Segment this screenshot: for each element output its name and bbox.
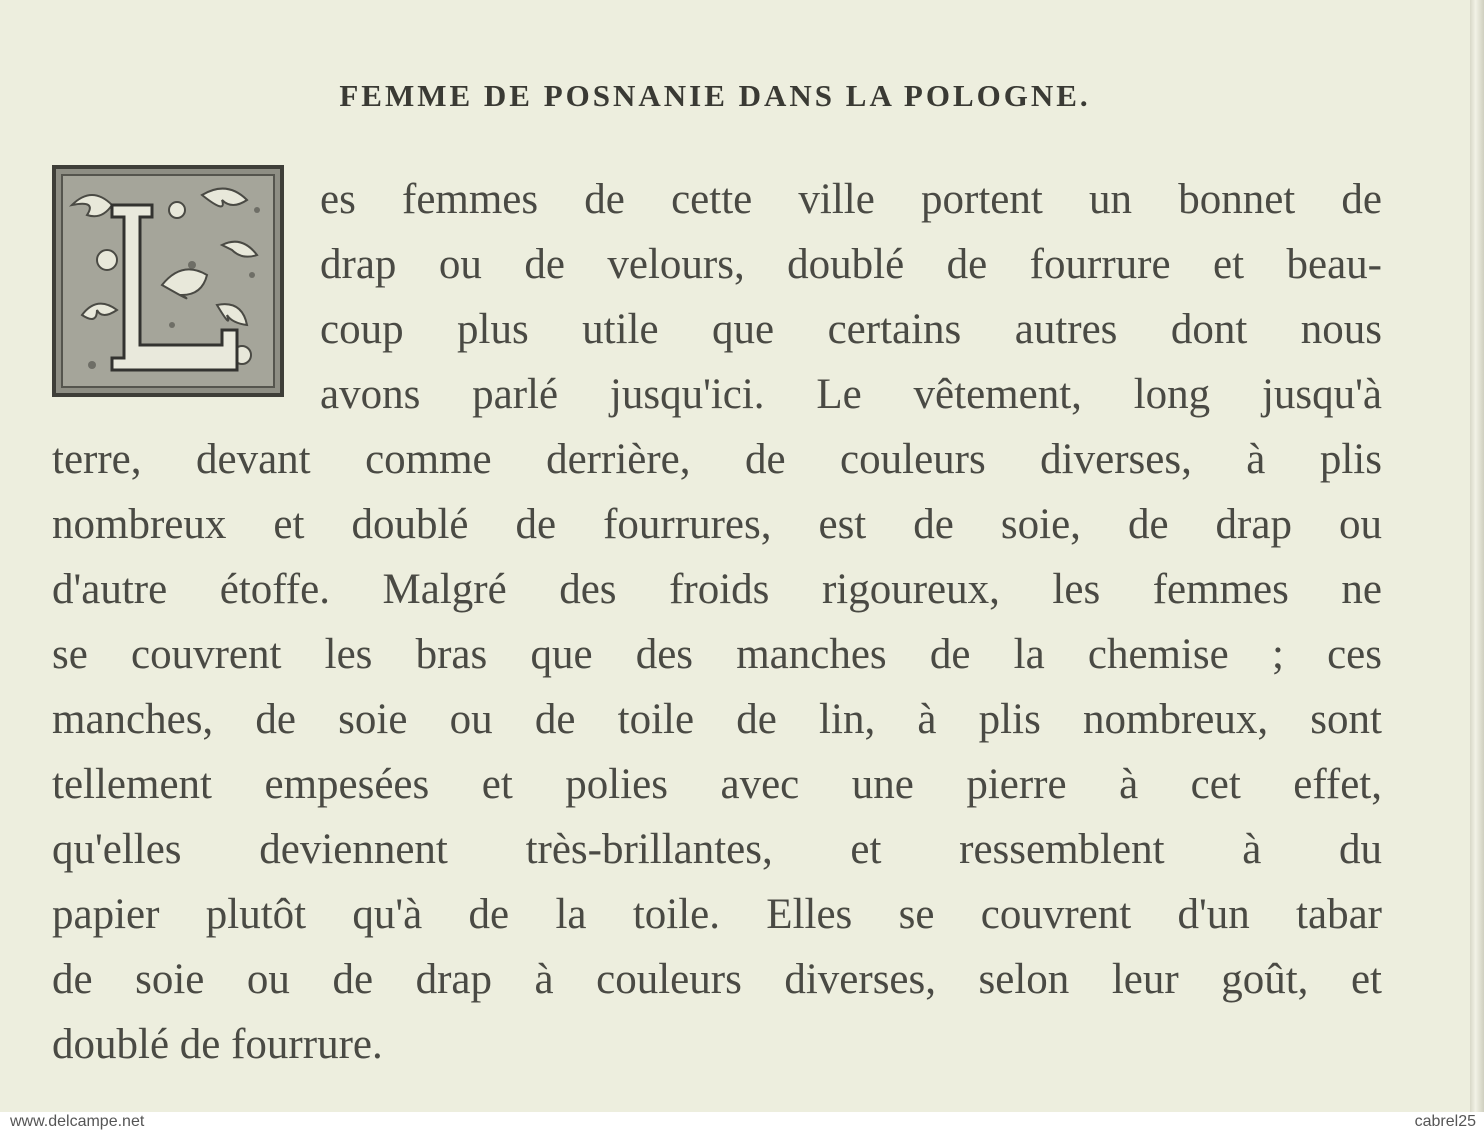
ornamental-dropcap-icon: [52, 165, 284, 397]
text-line: qu'elles deviennent très-brillantes, et ressemblent à du: [52, 826, 1382, 873]
text-line: papier plutôt qu'à de la toile. Elles se couvrent d'un tabar: [52, 891, 1382, 938]
text-line: drap ou de velours, doublé de fourrure et beau-: [320, 241, 1382, 288]
page-edge: [1470, 0, 1484, 1112]
page-title: FEMME DE POSNANIE DANS LA POLOGNE.: [339, 78, 1091, 113]
text-line: se couvrent les bras que des manches de la chemise ; ces: [52, 631, 1382, 678]
text-line: de soie ou de drap à couleurs diverses, selon leur goût, et: [52, 956, 1382, 1003]
text-line: d'autre étoffe. Malgré des froids rigoureux, les femmes ne: [52, 566, 1382, 613]
watermark-user: cabrel25: [1414, 1113, 1476, 1130]
watermark-bar: [0, 1112, 1484, 1132]
text-line: tellement empesées et polies avec une pierre à cet effet,: [52, 761, 1382, 808]
text-line: es femmes de cette ville portent un bonnet de: [320, 176, 1382, 223]
text-line: coup plus utile que certains autres dont nous: [320, 306, 1382, 353]
text-line: terre, devant comme derrière, de couleurs diverses, à plis: [52, 436, 1382, 483]
watermark-site: www.delcampe.net: [10, 1113, 145, 1130]
text-line: manches, de soie ou de toile de lin, à plis nombreux, sont: [52, 696, 1382, 743]
text-line: doublé de fourrure.: [52, 1021, 383, 1068]
text-line: nombreux et doublé de fourrures, est de soie, de drap ou: [52, 501, 1382, 548]
text-line: avons parlé jusqu'ici. Le vêtement, long jusqu'à: [320, 371, 1382, 418]
